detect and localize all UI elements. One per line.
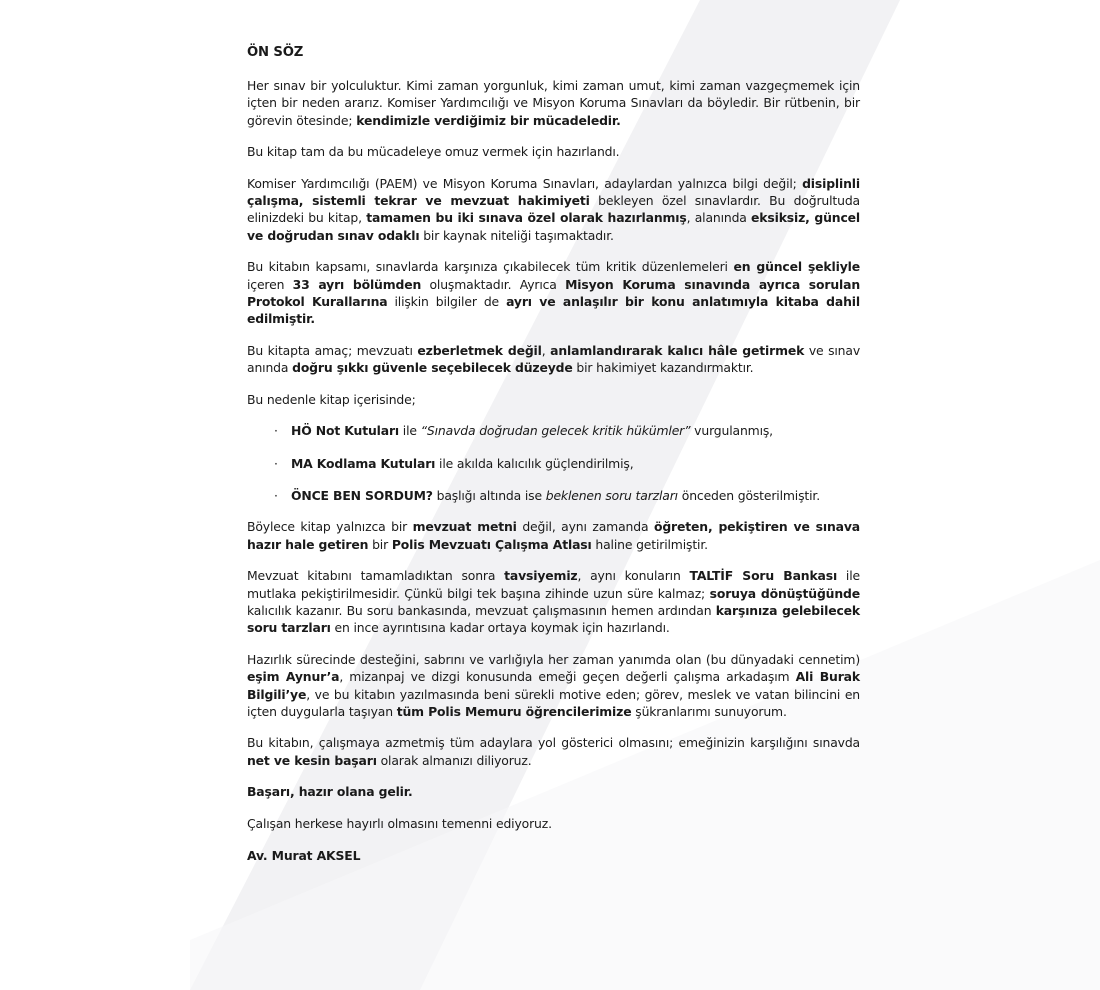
bold-text: 33 ayrı bölümden — [292, 276, 422, 292]
bold-text: ezberletmek değil — [417, 342, 542, 358]
text: içeren — [247, 276, 293, 292]
bold-text: kendimizle verdiğimiz bir mücadeledir. — [356, 112, 621, 128]
bold-text: eksiksiz, güncel ve doğrudan sınav odaklı — [247, 210, 861, 243]
text: , — [541, 342, 551, 358]
text: vurgulanmış, — [690, 423, 773, 439]
author-signature: Av. Murat AKSEL — [247, 848, 361, 863]
text: Böylece kitap yalnızca bir — [247, 519, 413, 535]
paragraph-atlas — [247, 518, 860, 553]
bold-text: tavsiyemiz — [504, 568, 578, 584]
text: , mizanpaj ve dizgi konusunda emeği geçen değerli çalışma arkadaşım — [339, 669, 796, 685]
bold-text: soruya dönüştüğünde — [709, 585, 860, 601]
text: bekleyen özel sınavlardır. Bu doğrultuda elinizdeki bu kitap, — [247, 193, 860, 226]
bold-text: tamamen bu iki sınava özel olarak hazırlanmış — [366, 210, 687, 226]
text: ile — [399, 423, 421, 439]
text: olarak almanızı diliyoruz. — [376, 752, 532, 768]
page-title: ÖN SÖZ — [247, 45, 304, 60]
bold-text: TALTİF Soru Bankası — [689, 568, 838, 584]
text: başlığı altında ise — [432, 487, 546, 503]
paragraph-scope — [247, 258, 860, 328]
paragraph-intro — [247, 77, 860, 129]
bold-text: en güncel şekliyle — [733, 259, 860, 275]
features-list — [247, 422, 860, 504]
text: bir — [368, 536, 392, 552]
bullet-icon: · — [274, 487, 278, 503]
bold-text: Ali Burak Bilgili’ye — [247, 669, 860, 702]
text: ile mutlaka pekiştirilmesidir. Çünkü bilgi tek başına zihinde uzun süre kalmaz; — [247, 568, 860, 601]
text: şükranlarımı sunuyorum. — [631, 703, 787, 719]
text: ile akılda kalıcılık güçlendirilmiş, — [435, 455, 634, 471]
text: Mevzuat kitabını tamamladıktan sonra — [247, 568, 505, 584]
bold-text: MA Kodlama Kutuları — [291, 455, 436, 471]
paragraph-exams — [247, 175, 860, 245]
text: ilişkin bilgiler de — [387, 294, 507, 310]
bold-text: öğreten, pekiştiren ve sınava hazır hale getiren — [247, 519, 860, 552]
text: Bu kitabın kapsamı, sınavlarda karşınıza çıkabilecek tüm kritik düzenlemeleri — [247, 259, 734, 275]
paragraph-aim — [247, 342, 860, 377]
bold-text: Başarı, hazır olana gelir. — [247, 784, 413, 800]
text: kalıcılık kazanır. Bu soru bankasında, mevzuat çalışmasının hemen ardından — [247, 602, 716, 618]
preface-page — [247, 44, 860, 864]
bold-text: net ve kesin başarı — [247, 752, 377, 768]
text: Her sınav bir yolculuktur. Kimi zaman yorgunluk, kimi zaman umut, kimi zaman vazgeçmemek için içten bir neden ararız. Komiser Yardımcılığı ve Misyon Koruma Sınavları da böyledir. Bir rütbenin, bir görevin ötesinde; — [247, 78, 860, 128]
bold-text: karşınıza gelebilecek soru tarzları — [247, 602, 861, 636]
paragraph-list-intro: Bu nedenle kitap içerisinde; — [247, 391, 416, 407]
bold-text: tüm Polis Memuru öğrencilerimize — [396, 703, 632, 719]
paragraph-wishes — [247, 734, 860, 769]
bold-text: anlamlandırarak kalıcı hâle getirmek — [550, 342, 805, 358]
text: önceden gösterilmiştir. — [677, 487, 820, 503]
bullet-icon: · — [274, 455, 278, 471]
text: Bu kitapta amaç; mevzuatı — [247, 342, 418, 358]
text: bir hakimiyet kazandırmaktır. — [572, 360, 754, 376]
bold-text: eşim Aynur’a — [247, 669, 340, 685]
list-item — [247, 422, 860, 439]
paragraph-purpose: Bu kitap tam da bu mücadeleye omuz vermek için hazırlandı. — [247, 144, 620, 160]
bold-text: ayrı ve anlaşılır bir konu anlatımıyla kitaba dahil edilmiştir. — [247, 294, 860, 327]
bold-text: Polis Mevzuatı Çalışma Atlası — [391, 536, 592, 552]
italic-text: “Sınavda doğrudan gelecek kritik hükümler” — [420, 423, 691, 439]
bold-text: ÖNCE BEN SORDUM? — [291, 487, 433, 503]
bold-text: HÖ Not Kutuları — [291, 423, 400, 439]
bold-text: doğru şıkkı güvenle seçebilecek düzeyde — [292, 360, 573, 376]
text: haline getirilmiştir. — [591, 536, 708, 552]
paragraph-acknowledgements — [247, 651, 860, 721]
text: ve sınav anında — [247, 342, 861, 376]
text: Hazırlık sürecinde desteğini, sabrını ve varlığıyla her zaman yanımda olan (bu dünyadaki cennetim) — [247, 651, 860, 667]
paragraph-recommendation — [247, 567, 860, 637]
text: Bu kitabın, çalışmaya azmetmiş tüm adaylara yol gösterici olmasını; emeğinizin karşılığını sınavda — [247, 735, 860, 751]
text: oluşmaktadır. Ayrıca — [421, 276, 566, 292]
text: , alanında — [686, 210, 752, 226]
list-item — [247, 487, 860, 504]
bullet-icon: · — [274, 423, 278, 439]
text: , aynı konuların — [577, 568, 690, 584]
bold-text: mevzuat metni — [412, 519, 517, 535]
paragraph-motto — [247, 783, 860, 800]
paragraph-closing: Çalışan herkese hayırlı olmasını temenni ediyoruz. — [247, 815, 552, 831]
bold-text: disiplinli çalışma, sistemli tekrar ve mevzuat hakimiyeti — [247, 175, 860, 209]
text: Komiser Yardımcılığı (PAEM) ve Misyon Koruma Sınavları, adaylardan yalnızca bilgi değil; — [247, 175, 803, 191]
text: , ve bu kitabın yazılmasında beni sürekli motive eden; görev, meslek ve vatan bilincini en içten duygularla taşıyan — [247, 686, 860, 719]
bold-text: Misyon Koruma sınavında ayrıca sorulan Protokol Kurallarına — [247, 276, 860, 310]
text: en ince ayrıntısına kadar ortaya koymak için hazırlandı. — [330, 620, 670, 636]
list-item — [247, 455, 860, 472]
text: değil, aynı zamanda — [516, 519, 654, 535]
italic-text: beklenen soru tarzları — [545, 487, 678, 503]
text: bir kaynak niteliği taşımaktadır. — [419, 227, 614, 243]
